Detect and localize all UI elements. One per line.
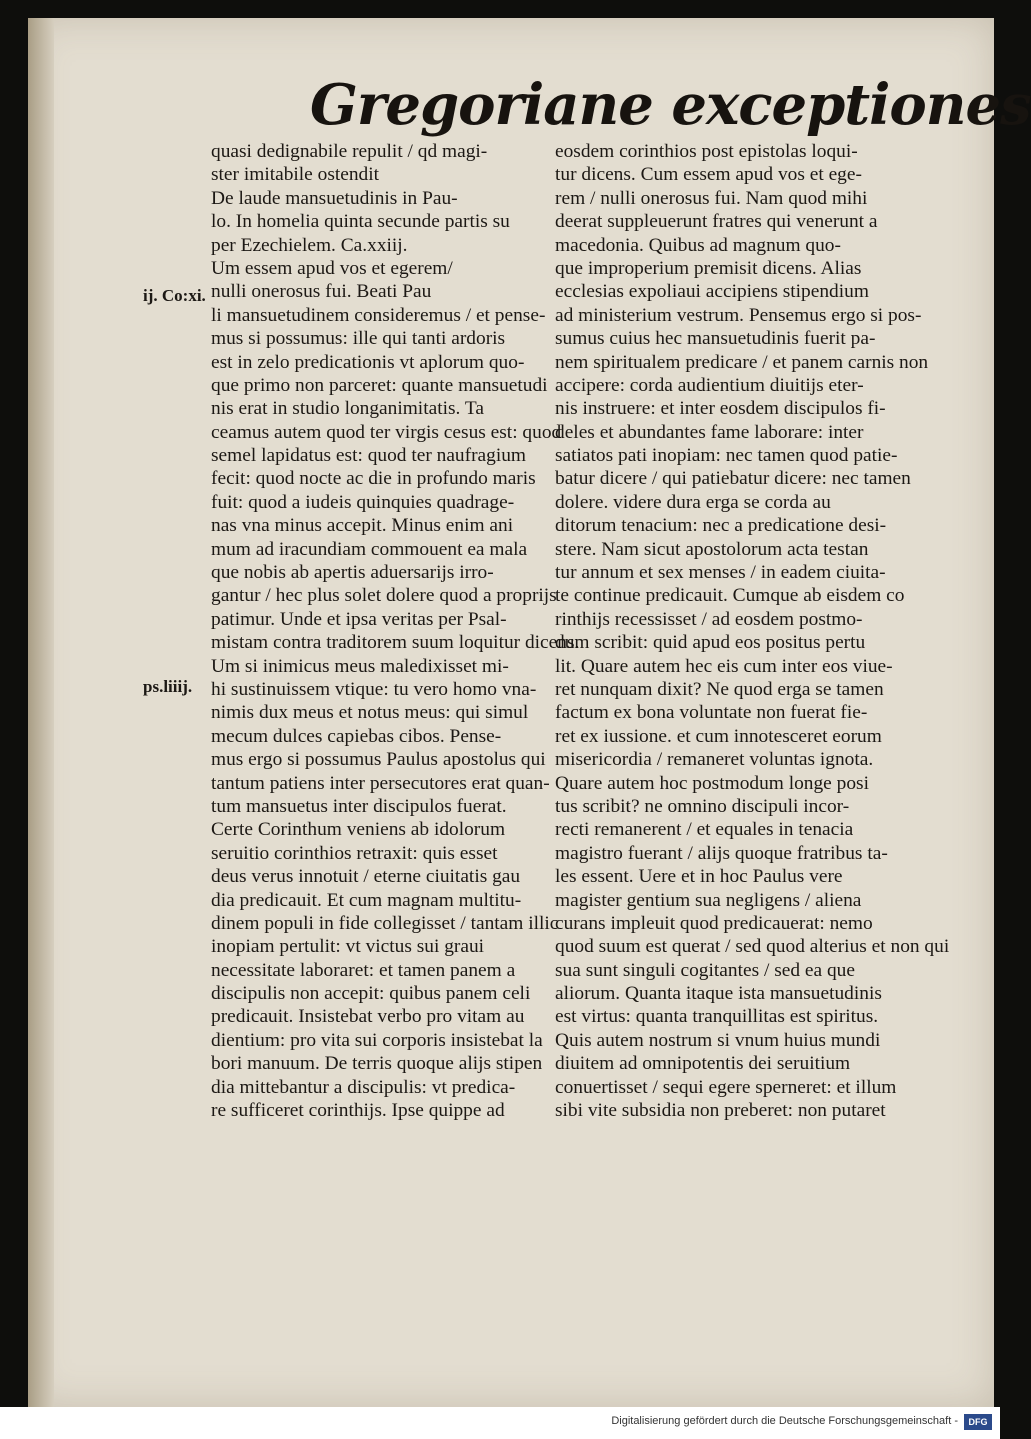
text-line: magistro fuerant / alijs quoque fratribus ta-	[555, 842, 888, 864]
text-line: ster imitabile ostendit	[211, 164, 380, 186]
text-line: dum scribit: quid apud eos positus pertu	[555, 632, 866, 654]
text-line: ret ex iussione. et cum innotesceret eorum	[555, 725, 882, 747]
text-line: dolere. videre dura erga se corda au	[555, 491, 831, 513]
text-line: lit. Quare autem hec eis cum inter eos viue-	[555, 655, 893, 677]
text-line: eosdem corinthios post epistolas loqui-	[555, 141, 858, 162]
text-line: semel lapidatus est: quod ter naufragium	[211, 445, 527, 467]
text-line: ret nunquam dixit? Ne quod erga se tamen	[555, 678, 884, 700]
text-line: per Ezechielem. Ca.xxiij.	[211, 234, 408, 256]
text-line: que nobis ab apertis aduersarijs irro-	[211, 562, 494, 584]
text-line: mecum dulces capiebas cibos. Pense-	[211, 725, 502, 747]
text-line: nimis dux meus et notus meus: qui simul	[211, 702, 529, 724]
text-line: Um essem apud vos et egerem/	[211, 257, 453, 279]
left-text-column	[211, 140, 580, 1122]
text-line: tum mansuetus inter discipulos fuerat.	[211, 795, 507, 817]
text-line: deles et abundantes fame laborare: inter	[555, 421, 864, 443]
text-line: batur dicere / qui patiebatur dicere: nec tamen	[555, 468, 911, 490]
text-line: factum ex bona voluntate non fuerat fie-	[555, 702, 868, 724]
dfg-logo: DFG	[964, 1414, 992, 1430]
text-line: nem spiritualem predicare / et panem carnis non	[555, 351, 929, 373]
text-line: satiatos pati inopiam: nec tamen quod patie-	[555, 445, 898, 467]
text-line: sumus cuius hec mansuetudinis fuerit pa-	[555, 328, 876, 350]
text-line: dientium: pro vita sui corporis insistebat la	[211, 1029, 543, 1051]
text-line: sibi vite subsidia non preberet: non putaret	[555, 1100, 886, 1122]
text-line: dia mittebantur a discipulis: vt predica-	[211, 1076, 516, 1098]
text-line: li mansuetudinem consideremus / et pense-	[211, 304, 546, 326]
text-line: Quare autem hoc postmodum longe posi	[555, 772, 869, 794]
text-line: aliorum. Quanta itaque ista mansuetudinis	[555, 983, 882, 1005]
text-line: misericordia / remaneret voluntas ignota.	[555, 749, 874, 771]
text-line: deerat suppleuerunt fratres qui venerunt a	[555, 211, 878, 233]
text-line: recti remanerent / et equales in tenacia	[555, 819, 854, 841]
right-text-column	[555, 140, 950, 1122]
text-line: stere. Nam sicut apostolorum acta testan	[555, 538, 869, 560]
text-line: re sufficeret corinthijs. Ipse quippe ad	[211, 1100, 505, 1122]
text-line: fecit: quod nocte ac die in profundo maris	[211, 468, 536, 490]
text-line: ceamus autem quod ter virgis cesus est: quod	[211, 421, 562, 443]
margin-note-2: ps.liiij.	[143, 677, 193, 696]
footer-bar	[0, 1407, 1000, 1439]
text-line: Um si inimicus meus maledixisset mi-	[211, 655, 509, 677]
text-line: te continue predicauit. Cumque ab eisdem co	[555, 585, 905, 607]
text-line: De laude mansuetudinis in Pau-	[211, 187, 458, 209]
text-line: deus verus innotuit / eterne ciuitatis gau	[211, 866, 521, 888]
text-line: bori manuum. De terris quoque alijs stipen	[211, 1053, 543, 1075]
text-line: tus scribit? ne omnino discipuli incor-	[555, 795, 850, 817]
text-line: est virtus: quanta tranquillitas est spiritus.	[555, 1006, 879, 1028]
text-line: necessitate laboraret: et tamen panem a	[211, 959, 516, 981]
text-line: ecclesias expoliaui accipiens stipendium	[555, 281, 869, 303]
text-line: tantum patiens inter persecutores erat quan-	[211, 772, 550, 794]
text-line: sua sunt singuli cogitantes / sed ea que	[555, 959, 855, 981]
text-line: predicauit. Insistebat verbo pro vitam au	[211, 1006, 525, 1028]
text-line: accipere: corda audientium diuitijs eter-	[555, 374, 864, 396]
margin-note-1: ij. Co:xi.	[143, 286, 206, 305]
text-line: inopiam pertulit: vt victus sui graui	[211, 936, 485, 958]
text-line: tur annum et sex menses / in eadem ciuita-	[555, 562, 886, 584]
text-line: dinem populi in fide collegisset / tantam illic	[211, 912, 559, 934]
text-line: magister gentium sua negligens / aliena	[555, 889, 862, 911]
text-line: quasi dedignabile repulit / qd magi-	[211, 141, 488, 162]
footer-credit: Digitalisierung gefördert durch die Deutsche Forschungsgemeinschaft -	[611, 1415, 958, 1427]
text-line: ditorum tenacium: nec a predicatione desi-	[555, 515, 887, 537]
text-line: discipulis non accepit: quibus panem celi	[211, 983, 531, 1005]
text-line: macedonia. Quibus ad magnum quo-	[555, 234, 841, 256]
text-line: ad ministerium vestrum. Pensemus ergo si pos-	[555, 304, 922, 326]
text-line: rem / nulli onerosus fui. Nam quod mihi	[555, 187, 868, 209]
text-line: les essent. Uere et in hoc Paulus vere	[555, 866, 843, 888]
text-line: rinthijs recessisset / ad eosdem postmo-	[555, 608, 863, 630]
text-line: conuertisset / sequi egere sperneret: et illum	[555, 1076, 897, 1098]
text-line: tur dicens. Cum essem apud vos et ege-	[555, 164, 862, 186]
text-line: mistam contra traditorem suum loquitur dicens.	[211, 632, 580, 654]
text-line: fuit: quod a iudeis quinquies quadrage-	[211, 491, 515, 513]
text-line: nas vna minus accepit. Minus enim ani	[211, 515, 514, 537]
text-line: que primo non parceret: quante mansuetudi	[211, 374, 548, 396]
text-line: seruitio corinthios retraxit: quis esset	[211, 842, 498, 864]
text-line: mum ad iracundiam commouent ea mala	[211, 538, 528, 560]
text-line: curans impleuit quod predicauerat: nemo	[555, 912, 873, 934]
text-line: patimur. Unde et ipsa veritas per Psal-	[211, 608, 507, 630]
text-line: Quis autem nostrum si vnum huius mundi	[555, 1029, 881, 1051]
text-line: nis instruere: et inter eosdem discipulos fi-	[555, 398, 886, 420]
page-title: Gregoriane exceptiones	[310, 72, 1031, 138]
text-line: gantur / hec plus solet dolere quod a proprijs	[211, 585, 557, 607]
text-line: nis erat in studio longanimitatis. Ta	[211, 398, 484, 420]
text-line: lo. In homelia quinta secunde partis su	[211, 211, 510, 233]
text-line: nulli onerosus fui. Beati Pau	[211, 281, 432, 303]
page-edge	[28, 18, 54, 1407]
text-line: dia predicauit. Et cum magnam multitu-	[211, 889, 522, 911]
text-line: quod suum est querat / sed quod alterius et non qui	[555, 936, 950, 958]
text-line: mus ergo si possumus Paulus apostolus qui	[211, 749, 546, 771]
text-line: hi sustinuissem vtique: tu vero homo vna-	[211, 678, 537, 700]
text-line: est in zelo predicationis vt aplorum quo-	[211, 351, 525, 373]
text-line: Certe Corinthum veniens ab idolorum	[211, 819, 506, 841]
text-line: mus si possumus: ille qui tanti ardoris	[211, 328, 506, 350]
text-line: que improperium premisit dicens. Alias	[555, 257, 862, 279]
text-line: diuitem ad omnipotentis dei seruitium	[555, 1053, 851, 1075]
